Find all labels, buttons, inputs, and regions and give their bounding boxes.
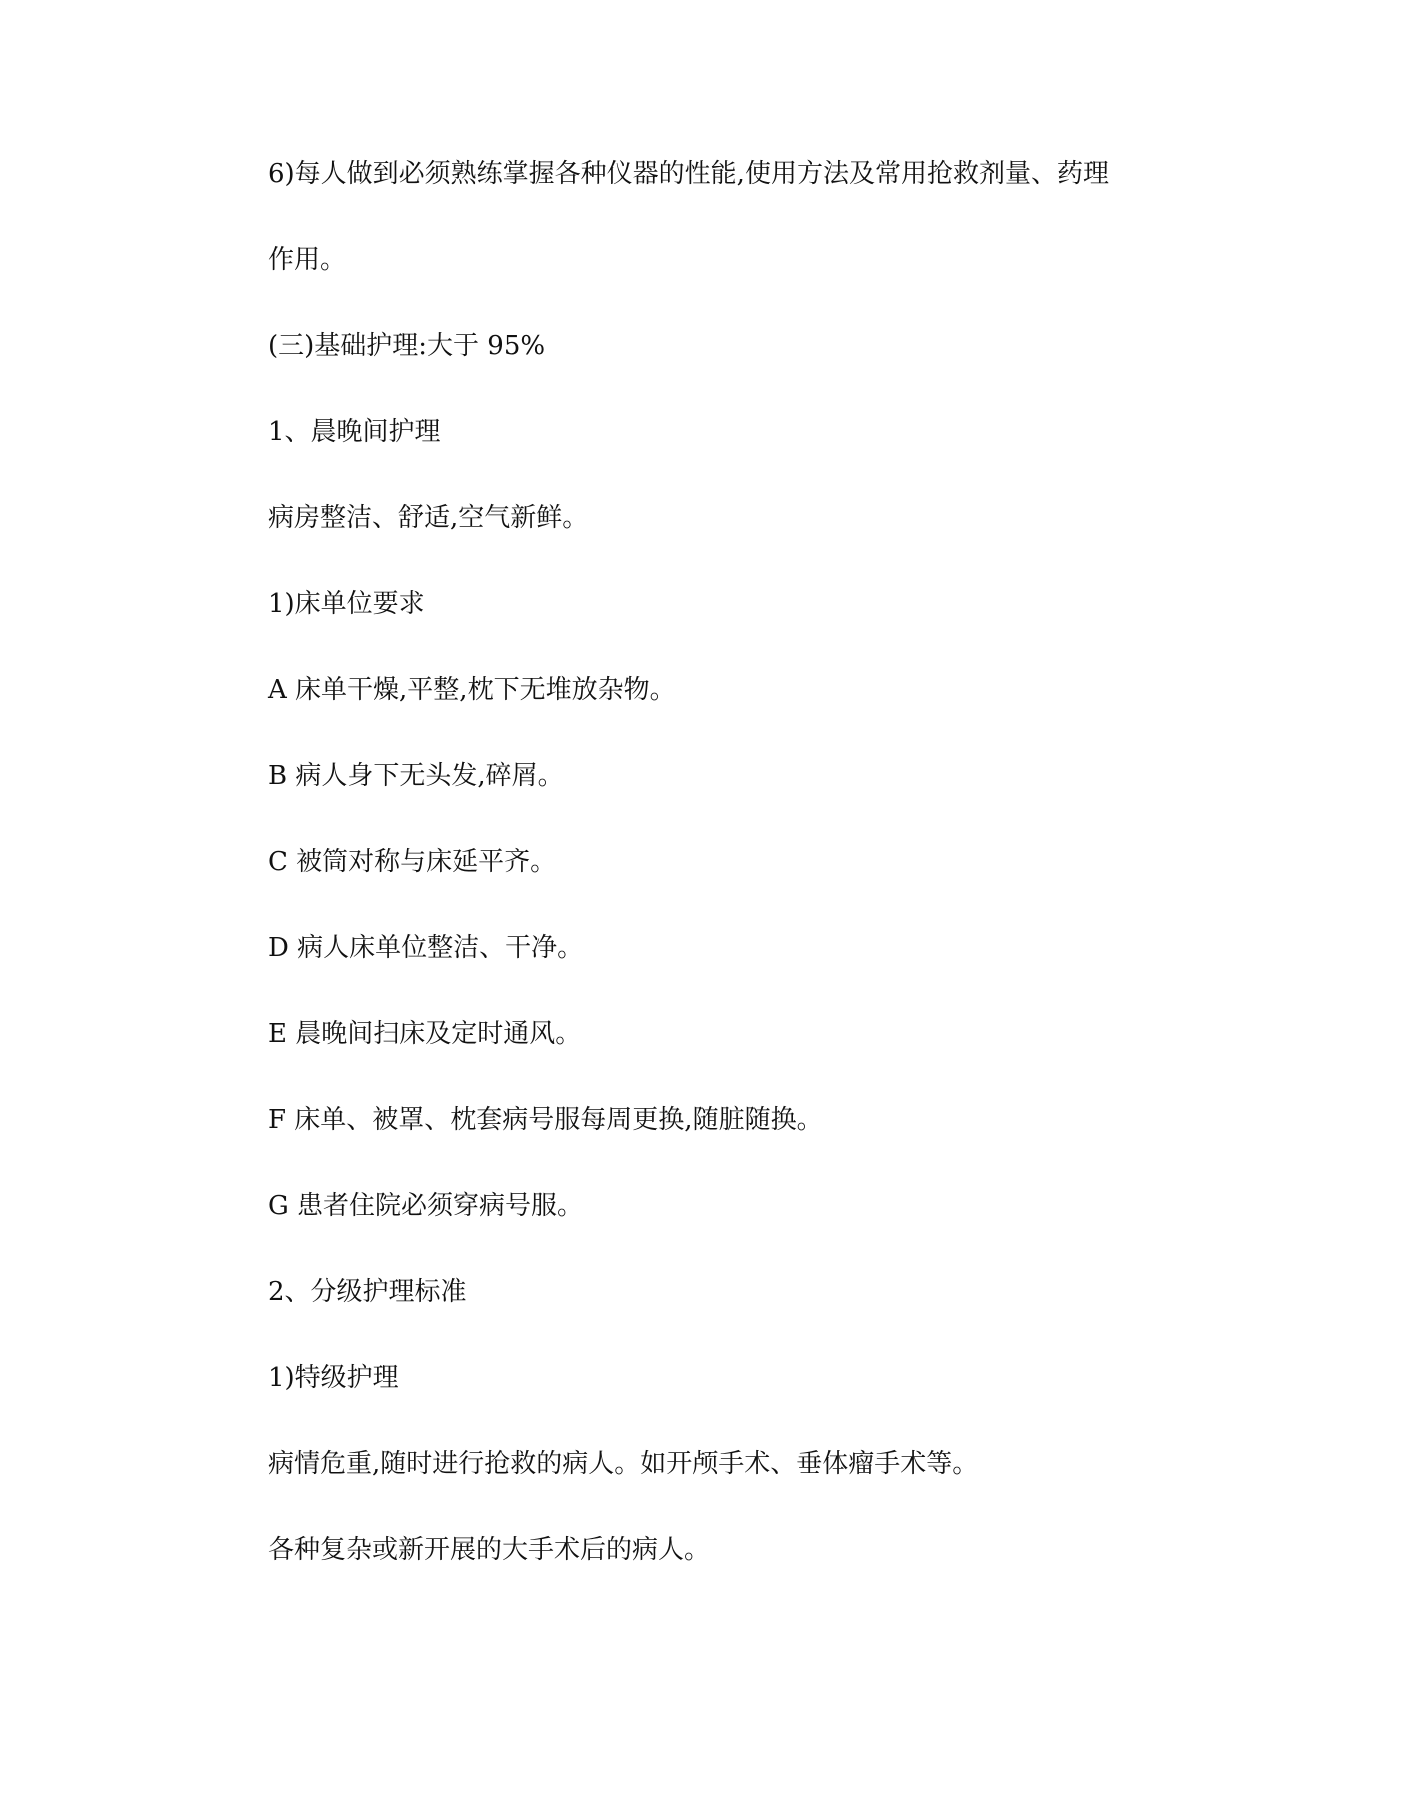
list-item: F 床单、被罩、枕套病号服每周更换,随脏随换。 [268, 1105, 823, 1135]
section-heading: (三)基础护理:大于 95% [268, 331, 546, 361]
text-line: 病房整洁、舒适,空气新鲜。 [268, 503, 589, 533]
text-line: 6)每人做到必须熟练掌握各种仪器的性能,使用方法及常用抢救剂量、药理 [268, 159, 1109, 189]
list-item: G 患者住院必须穿病号服。 [268, 1191, 584, 1221]
list-item: C 被筒对称与床延平齐。 [268, 847, 557, 877]
list-item: D 病人床单位整洁、干净。 [268, 933, 584, 963]
item-heading: 1)特级护理 [268, 1363, 399, 1393]
list-item: E 晨晚间扫床及定时通风。 [268, 1019, 582, 1049]
subsection-heading: 1、晨晚间护理 [268, 417, 441, 447]
text-line: 病情危重,随时进行抢救的病人。如开颅手术、垂体瘤手术等。 [268, 1449, 979, 1479]
list-item: B 病人身下无头发,碎屑。 [268, 761, 564, 791]
subsection-heading: 2、分级护理标准 [268, 1277, 467, 1307]
item-heading: 1)床单位要求 [268, 589, 425, 619]
list-item: A 床单干燥,平整,枕下无堆放杂物。 [268, 675, 676, 705]
text-line: 作用。 [268, 245, 347, 275]
text-line: 各种复杂或新开展的大手术后的病人。 [268, 1535, 711, 1565]
